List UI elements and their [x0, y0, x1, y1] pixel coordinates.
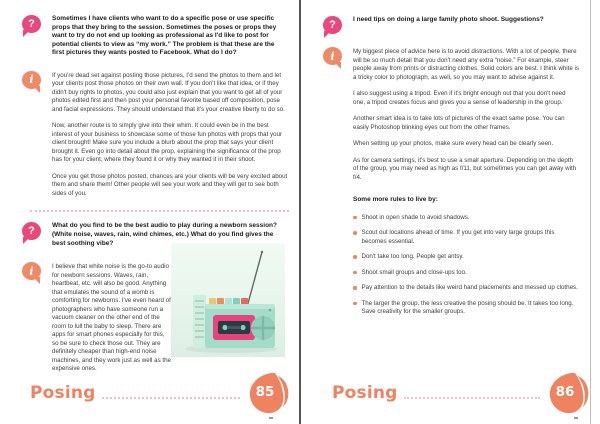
tuning-dial: [193, 295, 206, 348]
crop-mark: [269, 417, 273, 419]
bullet-dot-icon: [353, 255, 357, 259]
footer-dotted-leader: [102, 397, 240, 399]
bullet-dot-icon: [353, 216, 357, 220]
answer-paragraph: My biggest piece of advice here is to avoid distractions. With a lot of people, there will be so much detail that you don't need any extra “noise.” For example, steer people away from prints or distracting clothes. Solid colors are best. I think white is a tricky color to photograph, as well, so you may want to advise against it.: [353, 48, 579, 81]
answer-paragraph: Another smart idea is to take lots of pictures of the exact same pose. You can easily Photoshop blinking eyes out from the other frames.: [353, 115, 565, 131]
footer-section-title: Posing: [30, 383, 96, 403]
bullet-dot-icon: [353, 286, 357, 290]
answer-paragraph: When setting up your photos, make sure every head can be clearly seen.: [353, 140, 554, 147]
answer-text: [52, 70, 288, 199]
question-text: Sometimes I have clients who want to do a specific pose or use specific props that they bring to the session. Sometimes the poses or props they want to try do not end up looking as professional as I'd like to post for potential clients to view as “my work.” The problem is that these are the first pictures they wants posted to Facebook. What do I do?: [52, 15, 277, 57]
answer-paragraph: As for camera settings, it's best to use a small aperture. Depending on the depth of the group, you may need as high as f/11, but sometimes you can get away with f/4.: [353, 156, 577, 181]
qa-question-3: [323, 15, 579, 34]
page-number-badge: [546, 371, 590, 415]
rule-item: [353, 284, 579, 293]
rules-heading: Some more rules to live by:: [353, 196, 438, 203]
question-bubble-icon: [323, 16, 342, 34]
info-bubble-icon: [22, 262, 41, 280]
bullet-dot-icon: [353, 271, 357, 275]
page-edge: [590, 0, 591, 424]
answer-paragraph: Now, another route is to simply give into their whim. It could even be in the best interest of your business to showcase some of those fun photos with props that your client brought! Make sure you include a blurb about the prop that says your client brought it. Even go into detail about the prop, explaining the significance of the prop has for your client, where they found it or why they wanted it in their shoot.: [52, 122, 283, 164]
answer-paragraph: I also suggest using a tripod. Even if it's bright enough out that you don't need one, a tripod creates focus and gives you a sense of leadership in the group.: [353, 90, 566, 106]
answer-paragraph: If you're dead set against posting those pictures, I'd send the photos to them and let your clients post those photos on their own wall. If you don't like that idea, or if they didn't buy rights to photos, you could also just explain that you want to get all of your photos edited first and then post your personal favorite based off composition, pose and facial expressions. They should understand that it's your creative liberty to do so.: [52, 71, 285, 113]
rule-text: Pay attention to the details like weird hand placements and messed up clothes.: [361, 284, 578, 291]
question-text: I need tips on doing a large family photo shoot. Suggestions?: [353, 16, 544, 23]
footer-section-title: Posing: [332, 383, 398, 403]
radio-illustration: [171, 243, 285, 357]
rule-item: [353, 229, 579, 246]
question-text: What do you find to be the best audio to play during a newborn session? (White noise, waves, rain, wind chimes, etc.) What do you find gives the best soothing vibe?: [52, 222, 277, 247]
page-left: [0, 0, 299, 424]
qa-question-1: [22, 14, 288, 58]
rule-text: The larger the group, the less creative the posing should be. It takes too long. Save creativity for the smaller groups.: [361, 299, 574, 315]
question-bubble-icon: [22, 222, 41, 240]
rule-item: [353, 214, 579, 223]
page-right: [301, 0, 590, 424]
bullet-dot-icon: [353, 231, 357, 235]
info-glyph: i: [330, 49, 335, 63]
qa-answer-3: [323, 46, 579, 324]
footer-dotted-leader: [404, 397, 540, 399]
page-number: 86: [555, 384, 575, 400]
bullet-dot-icon: [353, 302, 357, 306]
crop-mark: [574, 417, 578, 419]
question-glyph: ?: [329, 19, 336, 31]
radio-photo: [171, 243, 285, 357]
answer-text: [353, 46, 579, 324]
rule-text: Shoot small groups and close-ups too.: [361, 268, 467, 276]
info-glyph: i: [29, 73, 34, 87]
qa-answer-1: [22, 70, 288, 199]
rule-text: Scout out locations ahead of time. If you get into very large groups this becomes essential.: [361, 229, 555, 245]
info-glyph: i: [29, 264, 34, 278]
question-glyph: ?: [28, 225, 35, 238]
page-footer: [30, 371, 290, 415]
rule-item: [353, 253, 579, 262]
question-bubble-icon: [22, 15, 41, 33]
question-glyph: ?: [28, 18, 35, 30]
answer-text: I believe that white noise is the go-to audio for newborn sessions. Waves, rain, heartbeat, etc. will also be good. Anything that emulates the sound of a womb is comforting for newborns. I've even heard of photographers who have someone run a vacuum cleaner on the other end of the room to lull the baby to sleep. There are apps for smart phones especially for this, so be sure to check those out. They are definitely cheaper than high-end noise machines, and they work just as well as the expensive ones.: [52, 263, 171, 373]
radio-buttons: [209, 298, 248, 305]
answer-paragraph: Once you get those photos posted, chances are your clients will be very excited about them and share them! Other people will see your work and they will get to see both sides of you.: [52, 172, 288, 197]
info-bubble-icon: [22, 71, 41, 89]
rule-item: [353, 269, 579, 278]
rule-text: Shoot in open shade to avoid shadows.: [361, 213, 470, 221]
info-bubble-icon: [323, 47, 342, 65]
rule-item: [353, 300, 579, 317]
page-footer: [332, 371, 590, 415]
page-number-badge: [246, 371, 290, 415]
section-divider: [30, 210, 289, 212]
page-number: 85: [255, 384, 275, 400]
rule-text: Don't take too long. People get antsy.: [361, 253, 464, 260]
page-gutter: [299, 0, 301, 424]
